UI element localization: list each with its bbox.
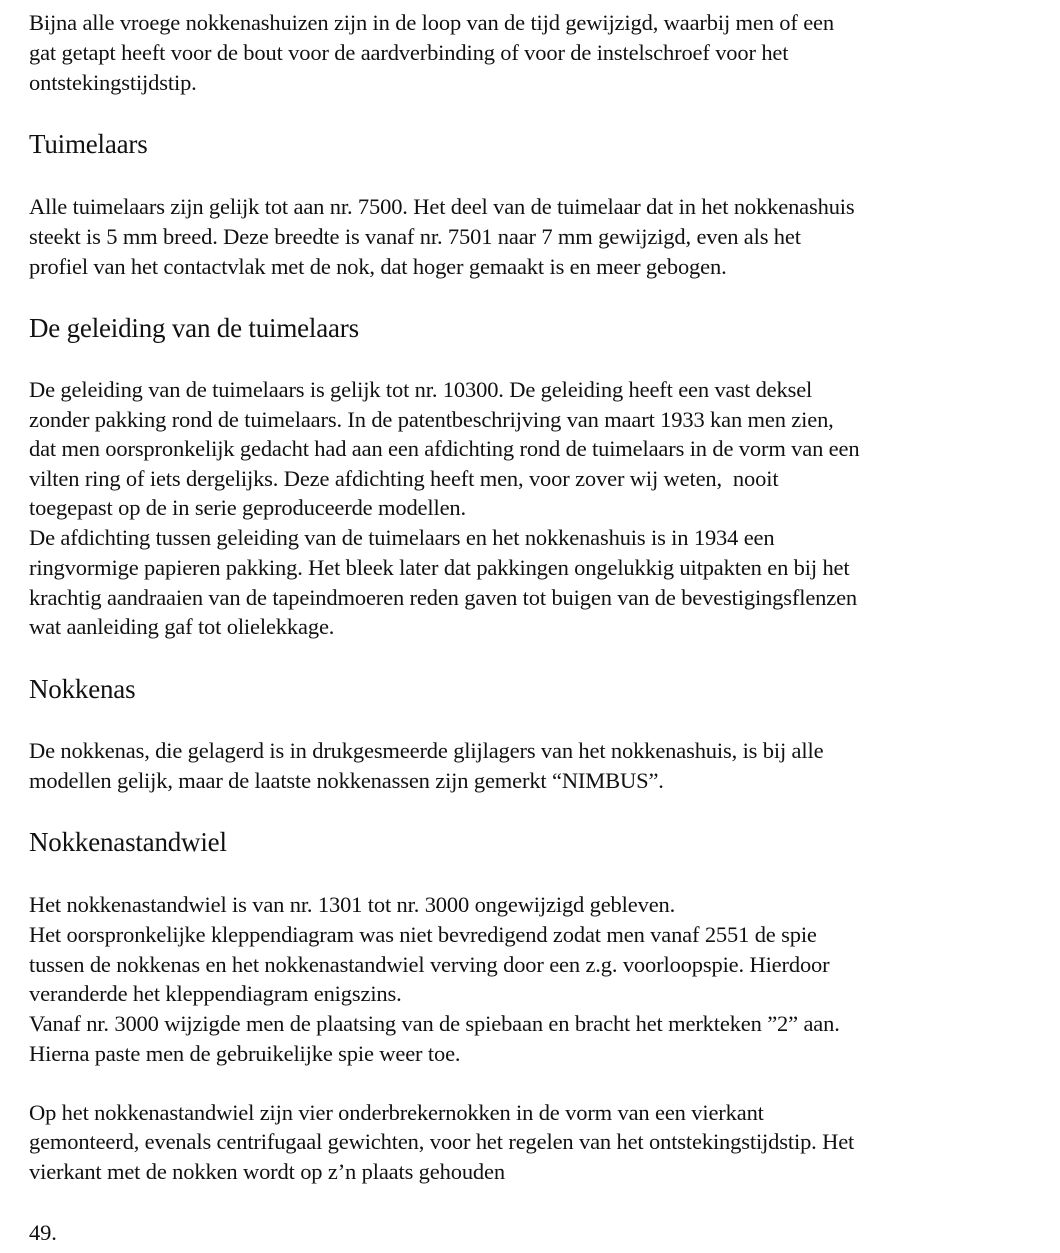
text-line: gat getapt heeft voor de bout voor de aardverbinding of voor de instelschroef voor het <box>29 40 789 65</box>
text-line: ontstekingstijdstip. <box>29 70 197 95</box>
text-line: tussen de nokkenas en het nokkenastandwiel verving door een z.g. voorloopspie. Hierdoor <box>29 952 830 977</box>
text-line: zonder pakking rond de tuimelaars. In de patentbeschrijving van maart 1933 kan men zien, <box>29 407 834 432</box>
text-line: dat men oorspronkelijk gedacht had aan een afdichting rond de tuimelaars in de vorm van een <box>29 436 860 461</box>
text-line: Vanaf nr. 3000 wijzigde men de plaatsing van de spiebaan en bracht het merkteken ”2” aan. <box>29 1011 840 1036</box>
section-heading-tuimelaars: Tuimelaars <box>29 129 148 159</box>
text-line: modellen gelijk, maar de laatste nokkenassen zijn gemerkt “NIMBUS”. <box>29 768 664 793</box>
section-heading-geleiding: De geleiding van de tuimelaars <box>29 313 359 343</box>
text-line: krachtig aandraaien van de tapeindmoeren reden gaven tot buigen van de bevestigingsflenzen <box>29 585 858 610</box>
page-number: 49. <box>29 1220 57 1245</box>
text-line: Het oorspronkelijke kleppendiagram was niet bevredigend zodat men vanaf 2551 de spie <box>29 922 817 947</box>
text-line: wat aanleiding gaf tot olielekkage. <box>29 614 335 639</box>
section-heading-nokkenastandwiel: Nokkenastandwiel <box>29 827 227 857</box>
text-line: De geleiding van de tuimelaars is gelijk tot nr. 10300. De geleiding heeft een vast deksel <box>29 377 813 402</box>
text-line: Het nokkenastandwiel is van nr. 1301 tot nr. 3000 ongewijzigd gebleven. <box>29 892 676 917</box>
text-line: vilten ring of iets dergelijks. Deze afdichting heeft men, voor zover wij weten, nooit <box>29 466 779 491</box>
text-line: gemonteerd, evenals centrifugaal gewichten, voor het regelen van het ontstekingstijdstip. Het <box>29 1129 855 1154</box>
text-line: Hierna paste men de gebruikelijke spie weer toe. <box>29 1041 461 1066</box>
text-line: ringvormige papieren pakking. Het bleek later dat pakkingen ongelukkig uitpakten en bij het <box>29 555 850 580</box>
text-line: Alle tuimelaars zijn gelijk tot aan nr. 7500. Het deel van de tuimelaar dat in het nokkenashuis <box>29 194 855 219</box>
text-line: veranderde het kleppendiagram enigszins. <box>29 981 402 1006</box>
text-line: De afdichting tussen geleiding van de tuimelaars en het nokkenashuis is in 1934 een <box>29 525 775 550</box>
section-heading-nokkenas: Nokkenas <box>29 674 136 704</box>
text-line: De nokkenas, die gelagerd is in drukgesmeerde glijlagers van het nokkenashuis, is bij alle <box>29 738 824 763</box>
text-line: steekt is 5 mm breed. Deze breedte is vanaf nr. 7501 naar 7 mm gewijzigd, even als het <box>29 224 801 249</box>
text-line: vierkant met de nokken wordt op z’n plaats gehouden <box>29 1159 505 1184</box>
text-line: profiel van het contactvlak met de nok, dat hoger gemaakt is en meer gebogen. <box>29 254 727 279</box>
text-line: Op het nokkenastandwiel zijn vier onderbrekernokken in de vorm van een vierkant <box>29 1100 764 1125</box>
text-line: Bijna alle vroege nokkenashuizen zijn in de loop van de tijd gewijzigd, waarbij men of een <box>29 10 834 35</box>
text-line: toegepast op de in serie geproduceerde modellen. <box>29 495 466 520</box>
